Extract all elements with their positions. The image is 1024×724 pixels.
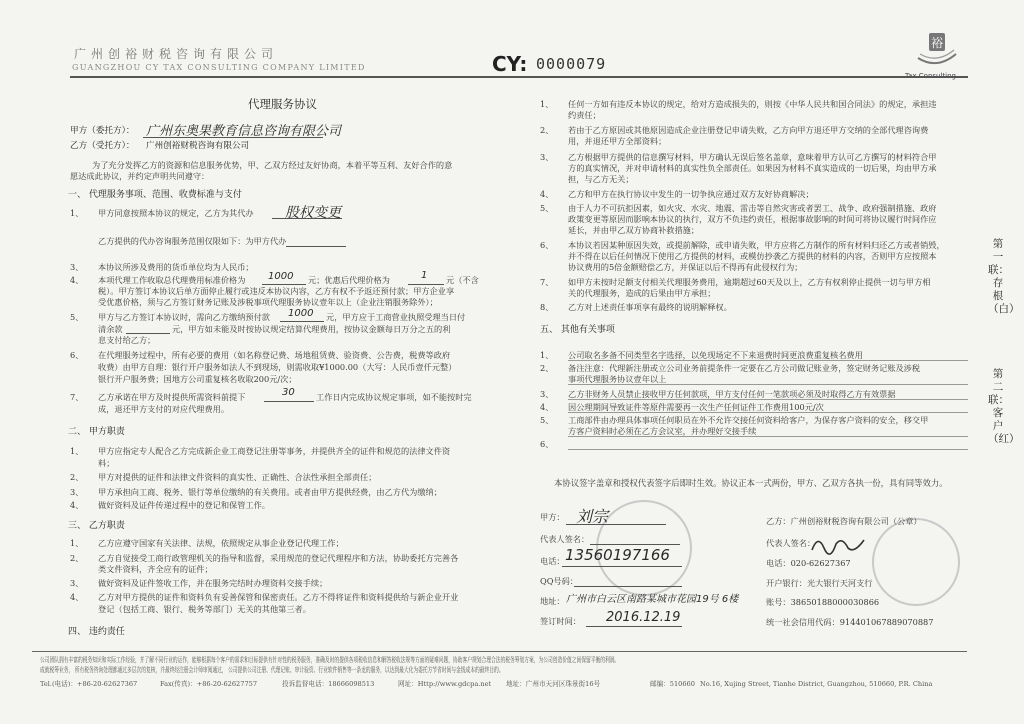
fill-underline xyxy=(562,566,682,567)
footer-intro: 成就税筹业务， 所有税务咨询处理都通过多层次的复核，并最终经注册会计师审阅通过， 公司提供公司注册、代理记账、审计验资、行业软件销售等一条龙的服务，以达到最大化为委托方节省时间与金钱成本的最终目的。 xyxy=(40,666,504,674)
item-text: 税）。甲方签订本协议后单方面停止履行或违反本协议内容，乙方有权不予返还预付款；甲方企业享 xyxy=(98,286,455,296)
address-label: 地址： xyxy=(540,596,565,606)
item-text: 若由于乙方原因或其他原因造成企业注册登记申请失败，乙方向甲方退还甲方交纳的全部代理咨询费 xyxy=(568,125,929,135)
item-number: 6、 xyxy=(540,439,554,449)
party-a-signature: 刘宗 xyxy=(576,507,609,526)
note-text: 工商部件由办理具体事项任何职员在外不允许交接任何资料给客户，为保存客户资料的安全，移交甲 xyxy=(568,415,929,425)
item-text: 关的代理服务，造成的后果由甲方承担； xyxy=(568,288,716,298)
item-text: 做好资料及证件签收工作，并在服务完结时办理资料交接手续； xyxy=(98,578,328,588)
fill-underline xyxy=(286,246,346,247)
item-number: 4、 xyxy=(540,189,554,199)
party-a-underline xyxy=(143,137,323,138)
item-text: 元，甲方如未能及时按协议规定结算代理费用，按协议金额每日万分之五的利 xyxy=(172,324,451,334)
fill-underline xyxy=(574,586,682,587)
note-underline xyxy=(568,436,968,437)
item-text: 工作日内完成协议规定事项，如不能按时完 xyxy=(316,392,472,402)
document-title: 代理服务协议 xyxy=(248,97,317,111)
item-text: 本项代理工作收取总代理费用标准价格为 xyxy=(98,275,246,285)
item-text: 收费）由甲方自理：银行开户服务如法人不到现场，则需收取¥1000.00（大写：人民币壹仟元整） xyxy=(98,362,457,372)
item-number: 4、 xyxy=(70,500,84,510)
footer-address: 地址：广州市天河区珠景街16号 xyxy=(506,680,601,688)
service-item-handwritten: 股权变更 xyxy=(285,205,341,221)
item-text: 登记（包括工商、银行、税务等部门）无关的其他第三者。 xyxy=(98,604,311,614)
section-heading: 四、 违约责任 xyxy=(68,627,125,637)
item-number: 1、 xyxy=(540,350,554,360)
item-number: 4、 xyxy=(540,402,554,412)
footer-tel: Tel.(电话)：+86-20-62627367 xyxy=(40,680,138,688)
footer-intro: 公司团队拥有丰富的税务知识和实际工作经验，并了解不同行业的运作，能够根据每个客户的需求和目标提供有针对性的税务服务，准确及时的提供各项税收信息和解答税收法规等方面的疑难问题，协助客户规划合理合法的税务筹划方案，为公司创造价值之间保留平衡的利润。 xyxy=(40,656,620,664)
item-text: 方的真实情况，并对申请材料的真实性负全部责任。如果因为材料不真实造成的一切后果，均由甲方承 xyxy=(568,163,937,173)
item-text: 本协议若因某种原因失效，或提前解除，或申请失败，甲方应将乙方制作的所有材料归还乙方或者销毁， xyxy=(568,240,945,250)
item-text: 成，退还甲方支付的对应代理费用。 xyxy=(98,404,230,414)
item-text: 甲方同意按照本协议的规定，乙方为其代办 xyxy=(98,208,254,218)
item-text: 甲方与乙方签订本协议时，需向乙方缴纳预付款 xyxy=(98,312,270,322)
rep-label: 代表人签名： xyxy=(540,534,590,544)
party-b-value: 广州创裕财税咨询有限公司 xyxy=(146,141,250,151)
fill-underline xyxy=(408,284,444,285)
item-text: 担，与乙方无关； xyxy=(568,174,634,184)
note-text: 事项代理服务协议壹年以上 xyxy=(568,374,667,384)
item-number: 8、 xyxy=(540,302,554,312)
party-b-label: 乙方（受托方）： xyxy=(70,141,135,151)
copy-label-first: 第一联：存根（白） xyxy=(988,238,1020,315)
copy-label-second: 第二联：客户（红） xyxy=(988,368,1020,445)
company-logo-icon xyxy=(912,30,962,70)
note-underline xyxy=(568,360,968,361)
item-text: 任何一方如有违反本协议的规定，给对方造成损失的，则按《中华人民共和国合同法》的规定，承担违 xyxy=(568,99,937,109)
sign-date: 2016.12.19 xyxy=(606,610,681,625)
item-number: 4、 xyxy=(70,275,84,285)
footer-address-en: No.16, Xujing Street, Tianhe District, Guangzhou, 510660, P.R. China xyxy=(700,680,933,688)
item-text: 甲方应指定专人配合乙方完成新企业工商登记注册等事务，并提供齐全的证件和规范的法律文件资 xyxy=(98,446,451,456)
footer-complaint: 投诉监督电话：18666098513 xyxy=(282,680,375,688)
item-number: 6、 xyxy=(540,240,554,250)
item-number: 3、 xyxy=(70,487,84,497)
date-label: 签订时间： xyxy=(540,616,581,626)
note-text: 方客户资料时必须在乙方会议室，并办理好交接手续 xyxy=(568,426,757,436)
item-number: 1、 xyxy=(70,538,84,548)
item-text: 银行开户服务费；国地方公司重复核名收取200元/次； xyxy=(98,374,297,384)
sign-a-label: 甲方： xyxy=(540,512,565,522)
fill-underline xyxy=(566,524,666,525)
fill-underline xyxy=(280,321,324,322)
party-a-label: 甲方（委托方）： xyxy=(70,126,135,136)
item-number: 2、 xyxy=(70,553,84,563)
item-text: 在代理服务过程中，所有必要的费用（如名称登记费、场地租赁费、验资费、公告费，税费等政府 xyxy=(98,350,451,360)
logo-glyph: 裕 xyxy=(930,36,944,50)
section-heading: 二、 甲方职责 xyxy=(68,427,125,437)
item-text: 息支付给乙方； xyxy=(98,335,156,345)
item-text: 乙方对甲方提供的证件和资料负有妥善保管和保密责任。乙方不得将证件和资料提供给与新企业开业 xyxy=(98,592,459,602)
item-text: 乙方和甲方在执行协议中发生的一切争执应通过双方友好协商解决； xyxy=(568,189,814,199)
party-a-address: 广州市白云区南路某城市花园19号 6楼 xyxy=(566,594,739,605)
footer-fax: Fax(传真)：+86-20-62627757 xyxy=(160,680,258,688)
party-b-sign-label: 乙方：广州创裕财税咨询有限公司（公章） xyxy=(766,516,922,526)
deposit-handwritten: 1000 xyxy=(288,308,314,319)
item-text: 政策变更等原因而影响本协议的执行，双方不负违约责任，根据事故影响的时间可将协议履行时间作应 xyxy=(568,214,937,224)
fill-underline xyxy=(262,284,306,285)
header-divider xyxy=(70,76,968,78)
item-text: 元，甲方应于工商营业执照受理当日付 xyxy=(326,312,466,322)
cy-label: CY: xyxy=(492,52,528,76)
section-heading: 五、 其他有关事项 xyxy=(540,325,615,335)
party-b-account: 账号：38650188000030866 xyxy=(766,597,880,607)
qq-label: QQ号码： xyxy=(540,576,578,586)
item-text: 乙方根据甲方提供的信息撰写材料，甲方确认无误后签名盖章，意味着甲方认可乙方撰写的材料符合甲 xyxy=(568,152,937,162)
item-text: 料； xyxy=(98,458,115,468)
item-number: 3、 xyxy=(70,578,84,588)
note-text: 公司取名多备不同类型名字选择，以免现场定不下来退费时间更浪费重复核名费用 xyxy=(568,350,863,360)
party-b-signature xyxy=(808,530,868,558)
rep-label: 代表人签名： xyxy=(766,538,816,548)
item-text: 清余款 xyxy=(98,324,123,334)
closing-statement: 本协议签字盖章和授权代表签字后即时生效。协议正本一式两份，甲方、乙双方各执一份，具有同等效力。 xyxy=(554,478,948,488)
phone-label: 电话： xyxy=(540,556,565,566)
item-number: 3、 xyxy=(540,389,554,399)
item-number: 7、 xyxy=(70,392,84,402)
item-number: 7、 xyxy=(540,277,554,287)
note-underline xyxy=(568,399,968,400)
item-text: 协议费用的5倍金额赔偿乙方，并保证以后不得再有此侵权行为； xyxy=(568,262,803,272)
footer-website: 网址：Http://www.gdcpa.net xyxy=(398,680,492,688)
note-underline xyxy=(568,384,968,385)
item-number: 3、 xyxy=(540,152,554,162)
item-number: 1、 xyxy=(70,446,84,456)
item-number: 5、 xyxy=(70,312,84,322)
item-text: 如甲方未按时足额支付相关代理服务费用，逾期超过60天及以上，乙方有权利停止提供一切与甲方相 xyxy=(568,277,931,287)
fill-underline xyxy=(264,401,314,402)
footer-divider xyxy=(32,651,967,652)
item-number: 1、 xyxy=(540,99,554,109)
item-number: 3、 xyxy=(70,262,84,272)
item-number: 5、 xyxy=(540,203,554,213)
fill-underline xyxy=(126,333,170,334)
company-name-cn: 广州创裕财税咨询有限公司 xyxy=(74,47,279,61)
fill-underline xyxy=(590,544,680,545)
note-underline xyxy=(568,449,968,450)
item-text: 乙方承诺在甲方及时提供所需资料前提下 xyxy=(98,392,246,402)
item-text: 乙方提供的代办咨询服务范围仅限如下：为甲方代办 xyxy=(98,236,287,246)
section-heading: 一、 代理服务事项、范围、收费标准与支付 xyxy=(68,190,242,200)
party-a-phone: 13560197166 xyxy=(565,546,670,564)
footer-zip: 邮编：510660 xyxy=(650,680,695,688)
note-text: 备注注意：代理新注册或立公司业务前提条件一定要在乙方公司做记账业务，签定财务记账及涉税 xyxy=(568,363,921,373)
party-b-credit-code: 统一社会信用代码：914401067889070887 xyxy=(766,617,934,627)
item-text: 乙方自觉接受工商行政管理机关的指导和监督，采用规范的登记代理程序和方法，协助委托方完善各 xyxy=(98,553,459,563)
item-number: 2、 xyxy=(70,472,84,482)
item-text: 甲方对提供的证件和法律文件资料的真实性、正确性、合法性承担全部责任； xyxy=(98,472,377,482)
item-text: 做好资料及证件传递过程中的登记和保管工作。 xyxy=(98,500,270,510)
item-text: 类文件资料，齐全应有的证件； xyxy=(98,564,213,574)
item-number: 2、 xyxy=(540,363,554,373)
item-text: 并不得在以后任何情况下使用乙方提供的材料，或模仿抄袭乙方提供的材料的内容，否则甲方应按照本 xyxy=(568,251,937,261)
item-number: 1、 xyxy=(70,208,84,218)
item-number: 4、 xyxy=(70,592,84,602)
item-text: 用，并退还甲方全部资料； xyxy=(568,136,667,146)
note-text: 因公理期间导致证件等原件需要再一次生产任何证件工作费用100元/次 xyxy=(568,402,824,412)
item-text: 元（不含 xyxy=(446,275,479,285)
item-text: 乙方应遵守国家有关法律、法规，依照规定从事企业登记代理工作； xyxy=(98,538,344,548)
item-text: 乙方对上述责任事项享有最终的说明解释权。 xyxy=(568,302,732,312)
note-text: 乙方非财务人员禁止接收甲方任何款项，甲方支付任何一笔款项必须及时取得乙方有效票据 xyxy=(568,389,896,399)
intro-line: 为了充分发挥乙方的资源和信息服务优势，甲、乙双方经过友好协商，本着平等互利、友好合作的意 xyxy=(92,160,453,170)
fill-underline xyxy=(272,218,342,219)
note-underline xyxy=(568,412,968,413)
item-number: 6、 xyxy=(70,350,84,360)
price-handwritten: 1000 xyxy=(268,271,294,282)
fill-underline xyxy=(586,626,682,627)
item-text: 元；优惠后代理价格为 xyxy=(308,275,390,285)
item-text: 由于人力不可抗拒因素，如火灾、水灾、地震、雷击等自然灾害或者罢工、战争、政府强制措施、政府 xyxy=(568,203,937,213)
intro-line: 愿达成此协议，并约定声明共同遵守： xyxy=(70,171,210,181)
party-b-bank: 开户银行：光大银行天河支行 xyxy=(766,578,873,588)
document-number: 0000079 xyxy=(536,55,607,73)
company-name-en: GUANGZHOU CY TAX CONSULTING COMPANY LIMITED xyxy=(72,63,366,72)
item-text: 本协议所涉及费用的货币单位均为人民币； xyxy=(98,262,254,272)
item-text: 甲方承担向工商、税务、银行等单位缴纳的有关费用。或者由甲方提供经费，由乙方代为缴纳； xyxy=(98,487,442,497)
party-b-phone: 电话：020-62627367 xyxy=(766,558,851,568)
item-number: 5、 xyxy=(540,415,554,425)
workdays-handwritten: 30 xyxy=(282,387,295,398)
party-a-value: 广州东奥果教育信息咨询有限公司 xyxy=(146,124,342,139)
discount-price-handwritten: 1 xyxy=(421,270,428,281)
item-text: 延长，并由甲乙双方协商补救措施； xyxy=(568,225,700,235)
item-text: 约责任； xyxy=(568,110,601,120)
section-heading: 三、 乙方职责 xyxy=(68,521,125,531)
party-b-stamp xyxy=(872,518,960,606)
item-text: 受优惠价格，须与乙方签订财务记账及涉税事项代理服务协议壹年以上（企业注销服务除外）； xyxy=(98,297,438,307)
item-number: 2、 xyxy=(540,125,554,135)
